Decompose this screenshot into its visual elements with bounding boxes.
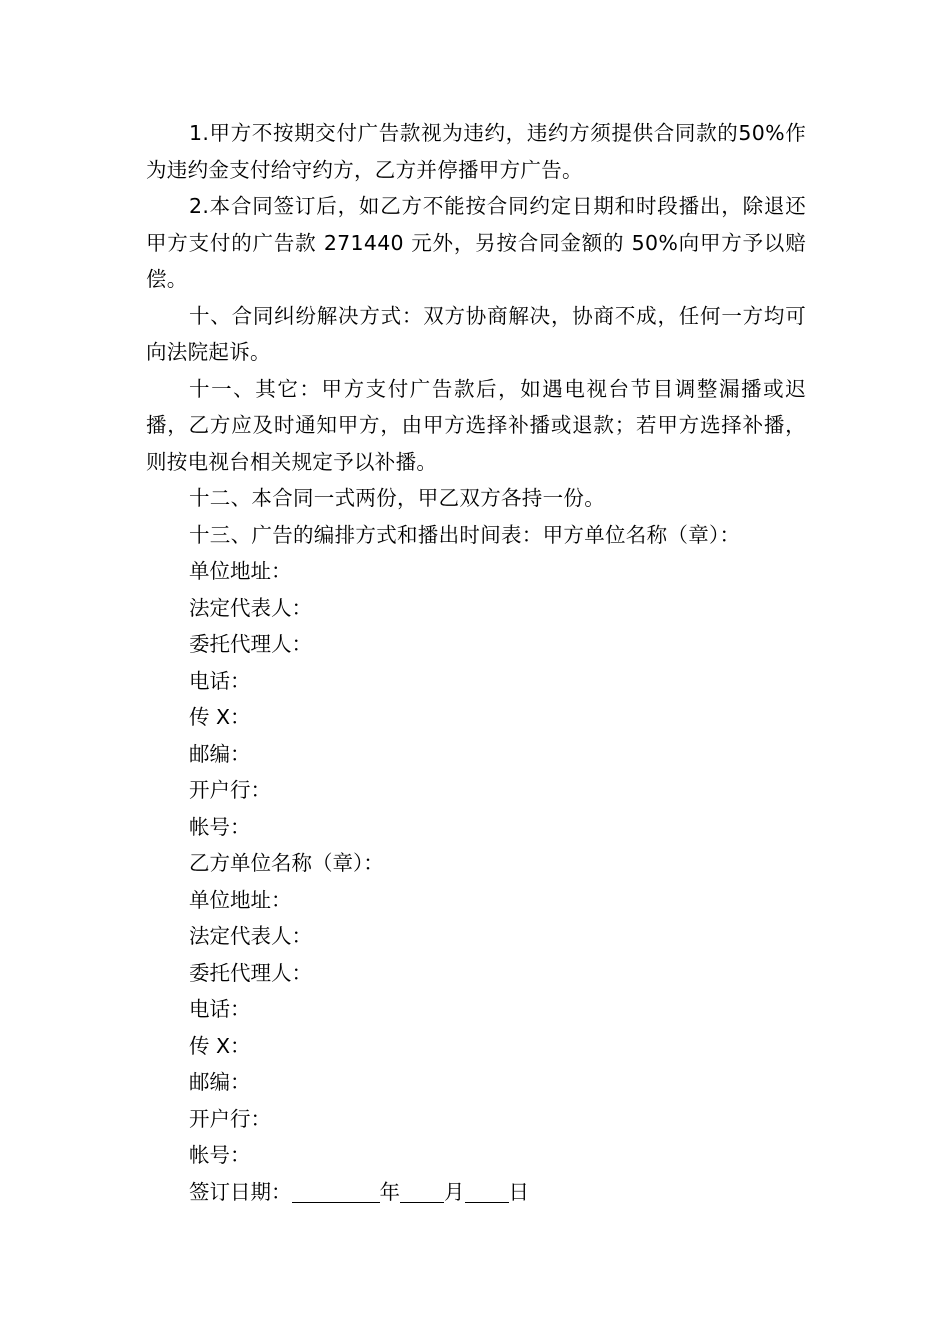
party-a-agent: 委托代理人： bbox=[189, 632, 312, 656]
clause-11-other: 十一、其它：甲方支付广告款后，如遇电视台节目调整漏播或迟播，乙方应及时通知甲方，由甲方选择补播或退款；若甲方选择补播，则按电视台相关规定予以补播。 bbox=[146, 376, 806, 474]
month-label: 月 bbox=[444, 1179, 465, 1204]
party-b-address: 单位地址： bbox=[189, 887, 292, 912]
party-b-fax: 传 X： bbox=[189, 1033, 251, 1058]
party-b-bank: 开户行： bbox=[189, 1106, 271, 1131]
clause-10-dispute: 十、合同纠纷解决方式：双方协商解决，协商不成，任何一方均可向法院起诉。 bbox=[146, 303, 806, 364]
signing-date-line bbox=[146, 1174, 806, 1211]
party-b-agent: 委托代理人： bbox=[189, 960, 312, 985]
party-a-bank: 开户行： bbox=[189, 778, 271, 802]
day-label: 日 bbox=[508, 1179, 529, 1204]
party-a-phone: 电话： bbox=[189, 668, 251, 693]
party-a-account: 帐号： bbox=[189, 814, 251, 839]
year-label: 年 bbox=[379, 1179, 400, 1204]
party-b-postcode: 邮编： bbox=[189, 1070, 251, 1094]
signing-date-label: 签订日期： bbox=[189, 1179, 292, 1204]
party-a-postcode: 邮编： bbox=[189, 741, 251, 766]
party-a-legal-rep: 法定代表人： bbox=[189, 595, 312, 620]
party-a-fax: 传 X： bbox=[189, 705, 251, 729]
party-a-address: 单位地址： bbox=[189, 559, 292, 583]
clause-13-schedule: 十三、广告的编排方式和播出时间表：甲方单位名称（章）： bbox=[189, 522, 741, 547]
clause-breach-payment: 1.甲方不按期交付广告款视为违约，违约方须提供合同款的50%作为违约金支付给守约方，乙方并停播甲方广告。 bbox=[146, 121, 806, 182]
year-blank bbox=[292, 1178, 380, 1203]
document-page bbox=[146, 115, 806, 1210]
party-b-fields bbox=[146, 882, 806, 1174]
day-blank bbox=[465, 1178, 509, 1203]
clause-breach-broadcast: 2.本合同签订后，如乙方不能按合同约定日期和时段播出，除退还甲方支付的广告款 271440 元外，另按合同金额的 50%向甲方予以赔偿。 bbox=[146, 194, 806, 291]
party-b-account: 帐号： bbox=[189, 1143, 251, 1167]
party-a-fields bbox=[146, 553, 806, 845]
month-blank bbox=[400, 1178, 444, 1203]
party-b-legal-rep: 法定代表人： bbox=[189, 924, 312, 948]
party-b-phone: 电话： bbox=[189, 997, 251, 1021]
clause-12-copies: 十二、本合同一式两份，甲乙双方各持一份。 bbox=[189, 486, 605, 510]
party-b-title: 乙方单位名称（章）： bbox=[189, 851, 384, 875]
